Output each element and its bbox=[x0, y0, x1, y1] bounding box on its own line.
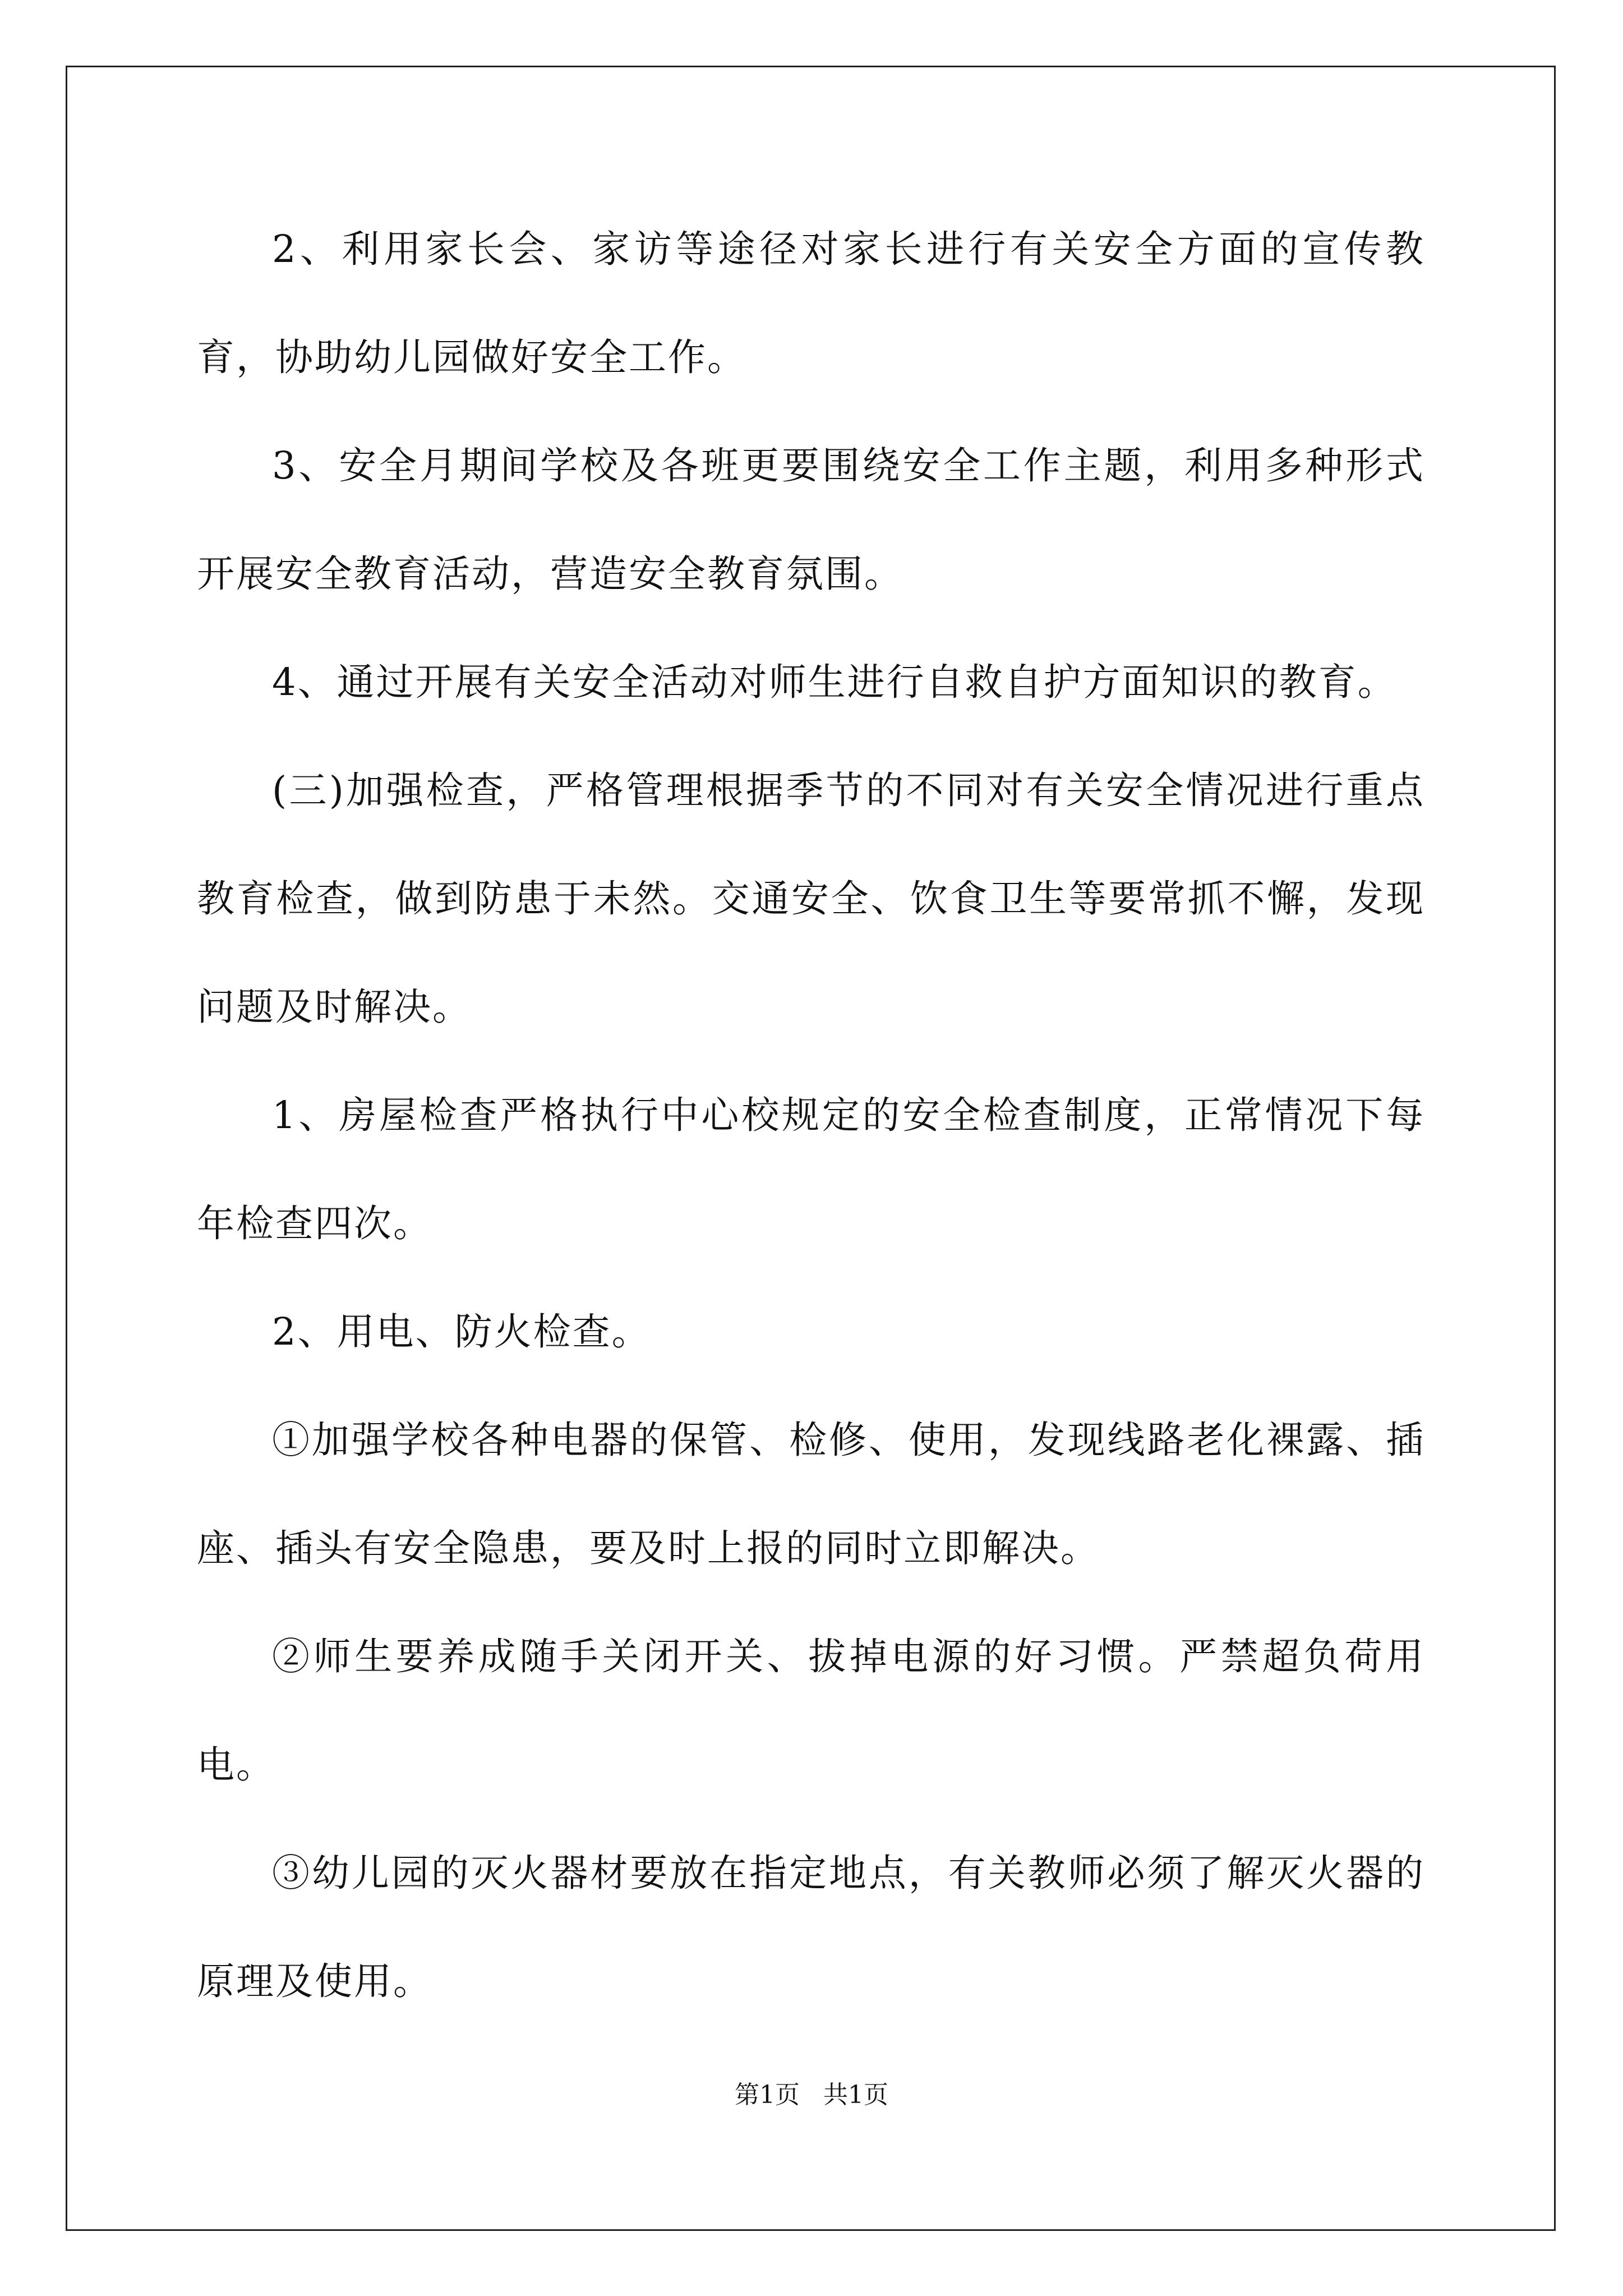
paragraph-4: (三)加强检查，严格管理根据季节的不同对有关安全情况进行重点教育检查，做到防患于未然。交通安全、饮食卫生等要常抓不懈，发现问题及时解决。 bbox=[197, 769, 1425, 1029]
paragraph-2: 3、安全月期间学校及各班更要围绕安全工作主题，利用多种形式开展安全教育活动，营造安全教育氛围。 bbox=[197, 444, 1425, 596]
document-body bbox=[197, 219, 1425, 2036]
paragraph-7: ①加强学校各种电器的保管、检修、使用，发现线路老化裸露、插座、插头有安全隐患，要及时上报的同时立即解决。 bbox=[197, 1418, 1425, 1570]
paragraph-5: 1、房屋检查严格执行中心校规定的安全检查制度，正常情况下每年检查四次。 bbox=[197, 1093, 1425, 1245]
paragraph-3: 4、通过开展有关安全活动对师生进行自救自护方面知识的教育。 bbox=[272, 660, 1397, 704]
paragraph-9: ③幼儿园的灭火器材要放在指定地点，有关教师必须了解灭火器的原理及使用。 bbox=[197, 1851, 1425, 2003]
page-number-footer: 第1页 共1页 bbox=[735, 2081, 888, 2109]
paragraph-6: 2、用电、防火检查。 bbox=[272, 1310, 651, 1354]
paragraph-1: 2、利用家长会、家访等途径对家长进行有关安全方面的宣传教育，协助幼儿园做好安全工作。 bbox=[197, 227, 1425, 379]
paragraph-8: ②师生要养成随手关闭开关、拔掉电源的好习惯。严禁超负荷用电。 bbox=[197, 1635, 1425, 1787]
